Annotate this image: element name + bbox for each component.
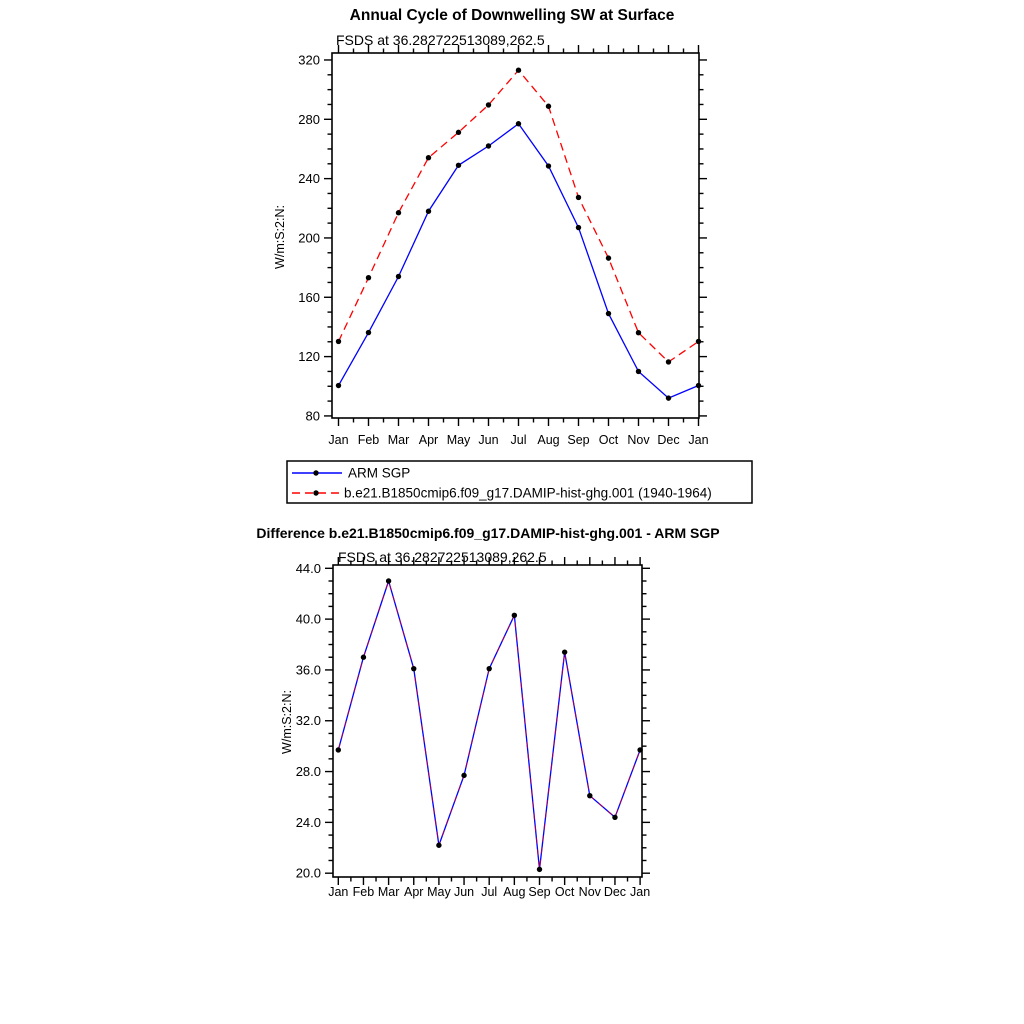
- x-tick-label: Jun: [478, 433, 499, 447]
- x-tick-label: Dec: [603, 885, 627, 899]
- x-tick-label: Jun: [453, 885, 475, 899]
- top-chart-y-axis-label: W/m:S:2:N:: [273, 205, 287, 269]
- data-point-marker: [386, 578, 391, 583]
- x-tick-label: May: [427, 885, 451, 899]
- x-tick-label: Feb: [352, 885, 375, 899]
- x-tick-label: Oct: [554, 885, 575, 899]
- x-tick-label: Mar: [377, 885, 400, 899]
- y-tick-label: 320: [298, 52, 320, 68]
- top-chart-subtitle: FSDS at 36.282722513089,262.5: [336, 32, 545, 48]
- x-tick-label: Apr: [418, 433, 439, 447]
- data-point-marker: [562, 649, 567, 654]
- x-tick-label: Nov: [627, 433, 650, 447]
- y-tick-label: 44.0: [295, 560, 321, 576]
- y-tick-label: 80: [305, 408, 320, 424]
- plot-frame: [333, 565, 642, 877]
- x-tick-label: Feb: [357, 433, 380, 447]
- data-point-marker: [637, 747, 642, 752]
- x-tick-label: Jan: [630, 885, 651, 899]
- data-point-marker: [361, 655, 366, 660]
- y-tick-label: 280: [298, 111, 320, 127]
- data-point-marker: [516, 68, 521, 73]
- data-point-marker: [666, 395, 671, 400]
- data-point-marker: [537, 867, 542, 872]
- y-tick-label: 200: [298, 230, 320, 246]
- data-point-marker: [666, 359, 671, 364]
- x-tick-label: Sep: [567, 433, 590, 447]
- legend-label-model: b.e21.B1850cmip6.f09_g17.DAMIP-hist-ghg.001 (1940-1964): [344, 485, 712, 501]
- data-point-marker: [366, 275, 371, 280]
- y-tick-label: 160: [298, 289, 320, 305]
- y-tick-label: 36.0: [295, 662, 321, 678]
- data-point-marker: [436, 843, 441, 848]
- data-point-marker: [612, 815, 617, 820]
- data-point-marker: [512, 613, 517, 618]
- data-point-marker: [546, 163, 551, 168]
- x-tick-label: May: [446, 433, 471, 447]
- x-tick-label: Jan: [328, 885, 349, 899]
- data-point-marker: [696, 383, 701, 388]
- data-point-marker: [456, 163, 461, 168]
- x-tick-label: Oct: [598, 433, 619, 447]
- top-chart-title: Annual Cycle of Downwelling SW at Surface: [349, 7, 675, 24]
- data-point-marker: [696, 339, 701, 344]
- legend: [287, 461, 752, 503]
- data-point-marker: [576, 195, 581, 200]
- x-tick-label: Sep: [528, 885, 551, 899]
- bottom-chart-y-axis-label: W/m:S:2:N:: [280, 690, 294, 754]
- legend-marker-model: [313, 490, 318, 495]
- plot-frame: [332, 53, 699, 418]
- x-tick-label: Jul: [510, 433, 527, 447]
- bottom-chart-title: Difference b.e21.B1850cmip6.f09_g17.DAMIP-hist-ghg.001 - ARM SGP: [256, 525, 720, 541]
- data-point-marker: [606, 311, 611, 316]
- y-tick-label: 120: [298, 349, 320, 365]
- data-point-marker: [456, 130, 461, 135]
- data-point-marker: [486, 102, 491, 107]
- data-point-marker: [486, 143, 491, 148]
- x-tick-label: Jan: [328, 433, 349, 447]
- y-tick-label: 240: [298, 171, 320, 187]
- x-tick-label: Mar: [387, 433, 410, 447]
- series-line-b-e21-b1850cmip6-f09-g17-damip: [339, 70, 699, 362]
- data-point-marker: [487, 666, 492, 671]
- data-point-marker: [546, 104, 551, 109]
- data-point-marker: [336, 339, 341, 344]
- data-point-marker: [336, 747, 341, 752]
- series-line-difference: [338, 581, 640, 869]
- y-tick-label: 28.0: [295, 764, 321, 780]
- data-point-marker: [516, 121, 521, 126]
- series-line-overlay: [338, 581, 640, 869]
- x-tick-label: Aug: [503, 885, 526, 899]
- y-tick-label: 24.0: [295, 814, 321, 830]
- data-point-marker: [426, 209, 431, 214]
- x-tick-label: Jan: [688, 433, 709, 447]
- data-point-marker: [606, 255, 611, 260]
- data-point-marker: [461, 773, 466, 778]
- data-point-marker: [411, 666, 416, 671]
- y-tick-label: 32.0: [295, 713, 321, 729]
- x-tick-label: Apr: [404, 885, 424, 899]
- data-point-marker: [636, 369, 641, 374]
- data-point-marker: [396, 210, 401, 215]
- y-tick-label: 20.0: [295, 865, 321, 881]
- x-tick-label: Jul: [481, 885, 498, 899]
- top-chart: [298, 45, 708, 447]
- series-line-arm-sgp: [339, 124, 699, 398]
- x-tick-label: Nov: [578, 885, 601, 899]
- data-point-marker: [587, 793, 592, 798]
- bottom-chart: [296, 557, 651, 899]
- x-tick-label: Aug: [537, 433, 560, 447]
- data-point-marker: [336, 383, 341, 388]
- legend-marker-arm-sgp: [313, 470, 318, 475]
- data-point-marker: [396, 274, 401, 279]
- data-point-marker: [636, 330, 641, 335]
- bottom-chart-subtitle: FSDS at 36.282722513089,262.5: [338, 549, 547, 565]
- data-point-marker: [366, 330, 371, 335]
- y-tick-label: 40.0: [295, 611, 321, 627]
- data-point-marker: [426, 155, 431, 160]
- data-point-marker: [576, 225, 581, 230]
- x-tick-label: Dec: [657, 433, 680, 447]
- legend-label-arm-sgp: ARM SGP: [348, 465, 411, 481]
